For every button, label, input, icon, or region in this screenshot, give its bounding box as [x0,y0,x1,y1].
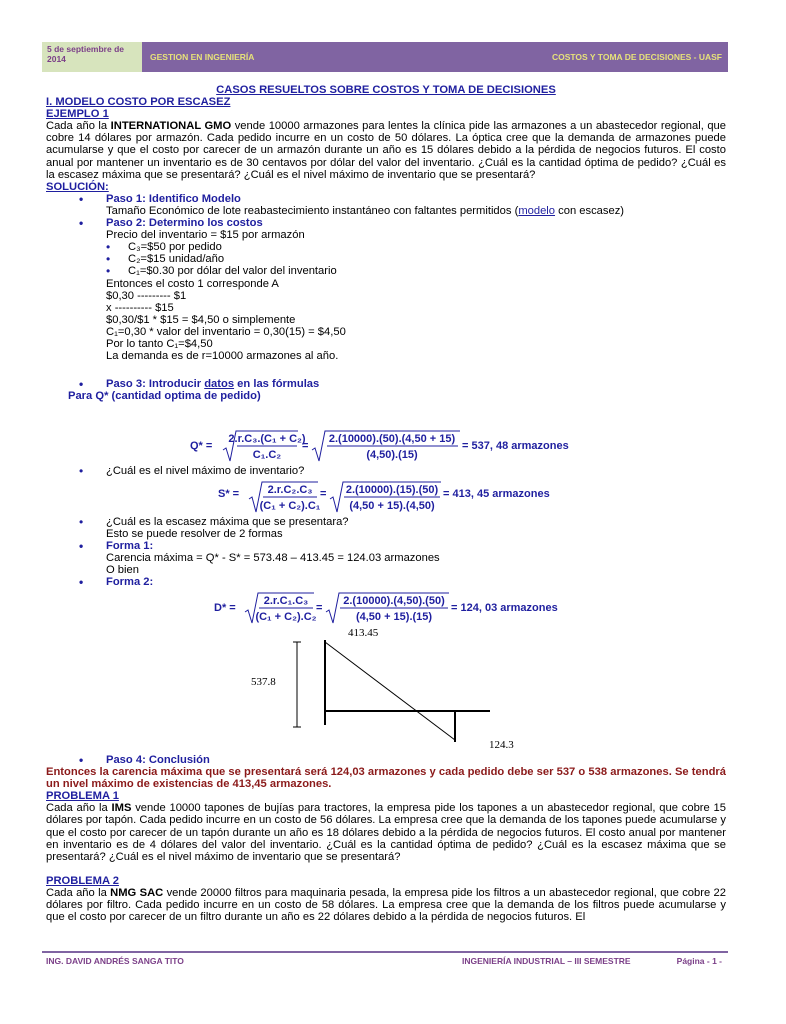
page-header [42,42,728,72]
label-413: 413.45 [348,627,379,639]
calc-line: $0,30/$1 * $15 = $4,50 o simplemente [106,313,296,326]
footer-page: Página - 1 - [676,956,722,966]
d-result: = 124, 03 armazones [451,602,558,614]
svg-text:=: = [316,602,323,614]
resolver-line: Esto se puede resolver de 2 formas [106,528,283,541]
section-heading: I. MODELO COSTO POR ESCASEZ [46,96,231,109]
paso1-text-b: con escasez) [555,204,625,217]
q-escasez: • ¿Cuál es la escasez máxima que se presentara? [46,516,726,528]
s-num2: 2.(10000).(15).(50) [345,484,439,496]
header-right: COSTOS Y TOMA DE DECISIONES - UASF [551,52,722,62]
label-537: 537.8 [251,676,276,688]
lower-block [46,754,726,923]
calc-line: x ---------- $15 [106,301,174,314]
label-124: 124.3 [489,739,514,751]
s-den2: (4,50 + 15).(4,50) [349,500,435,512]
inventory-diagram [245,622,514,751]
q-result: = 537, 48 armazones [462,440,569,452]
s-formula [218,479,618,515]
problema2-heading: PROBLEMA 2 [46,874,119,887]
solucion-heading: SOLUCIÓN: [46,180,109,193]
d-lhs: D* = [214,602,236,614]
header-left: GESTION EN INGENIERÍA [150,52,255,62]
forma1-line: Carencia máxima = Q* - S* = 573.48 – 413.45 = 124.03 armazones [106,552,440,565]
s-den1: (C₁ + C₂).C₁ [259,500,321,512]
calc-line: C₁=0,30 * valor del inventario = 0,30(15) = $4,50 [106,325,346,338]
q-den1: C₁.C₂ [252,449,282,461]
problema1-text-b: vende 10000 tapones de bujías para tractores, la empresa pide los tapones a un abastecedor regional, que cobre 15 dólares por tapón. Cada pedido incurre en un costo de 56 dólares. La empresa cree que la demanda de los tapones puede acumularse y que el costo por carecer de un tapón durante un año es 18 dólares debido a la pérdida de negocios futuros. El costo anual por mantener en inventario es de 4 dólares del valor del inventario. ¿Cuál es la cantidad óptima de pedido? ¿Cuál es la escasez máxima que se presentará? ¿Cuál es el nivel máximo de inventario que se presentará? [46,802,726,863]
modelo-link[interactable]: modelo [518,204,556,217]
s-num1: 2.r.C₂.C₃ [267,484,313,496]
calc-line: $0,30 --------- $1 [106,289,187,302]
paso4-heading: • Paso 4: Conclusión [46,754,726,766]
paso3-heading [46,378,726,390]
q-lhs: Q* = [190,440,213,452]
escasez-block [46,516,726,589]
q-den2: (4,50).(15) [366,449,418,461]
paso3-text-b: en las fórmulas [234,378,320,391]
paraq-heading: Para Q* (cantidad optima de pedido) [68,390,261,403]
footer-author: ING. DAVID ANDRÉS SANGA TITO [46,956,184,966]
document-title: CASOS RESUELTOS SOBRE COSTOS Y TOMA DE DECISIONES [216,84,556,96]
c2-line: • C₂=$15 unidad/año [46,253,726,265]
q-nivel: • ¿Cuál es el nivel máximo de inventario? [46,465,786,477]
c3-line: • C₃=$50 por pedido [46,241,726,253]
problema1-company: IMS [111,802,132,815]
problema2-paragraph [46,887,726,923]
q-formula [190,428,590,464]
forma1-heading: • Forma 1: [46,540,726,552]
d-den1: (C₁ + C₂).C₂ [255,611,317,623]
paso1-text-a: Tamaño Económico de lote reabastecimiento instantáneo con faltantes permitidos ( [106,204,519,217]
c1-line: • C₁=$0.30 por dólar del valor del inventario [46,265,726,277]
datos-link[interactable]: datos [204,378,235,391]
problema1-text-a: Cada año la [46,802,112,815]
document-body [46,84,726,402]
ejemplo-company: INTERNATIONAL GMO [110,120,232,133]
problema1-heading: PROBLEMA 1 [46,790,119,803]
paso2-heading: • Paso 2: Determino los costos [46,217,726,229]
s-lhs: S* = [218,488,240,500]
d-formula [214,590,614,626]
header-bar [142,42,728,72]
inventory-line [325,642,455,740]
paso1-heading: • Paso 1: Identifico Modelo [46,193,726,205]
q-num2: 2.(10000).(50).(4,50 + 15) [328,433,456,445]
precio-line: Precio del inventario = $15 por armazón [106,229,305,242]
d-num2: 2.(10000).(4,50).(50) [343,595,445,607]
paso3-text-a: Paso 3: Introducir [106,378,205,391]
conclusion: Entonces la carencia máxima que se presentará será 124,03 armazones y cada pedido debe ser 537 o 538 armazones. Se tendrá un nivel máximo de existencias de 413,45 armazones. [46,766,726,791]
ejemplo-heading: EJEMPLO 1 [46,108,109,121]
problema2-company: NMG SAC [110,886,164,899]
forma2-heading: • Forma 2: [46,576,726,588]
ejemplo-paragraph [46,120,726,180]
d-den2: (4,50 + 15).(15) [355,611,433,623]
ejemplo-text-a: Cada año la [46,120,111,133]
problema2-text-a: Cada año la [46,886,111,899]
footer-course: INGENIERÍA INDUSTRIAL – III SEMESTRE [462,956,631,966]
calc-line: Por lo tanto C₁=$4,50 [106,337,213,350]
obien-line: O bien [106,564,139,577]
problema2-text-b: vende 20000 filtros para maquinaria pesada, la empresa pide los filtros a un abastecedor regional, que cobre 22 dólares por filtro. Cada pedido incurre en un costo de 58 dólares. La empresa cree que la demanda de los filtros puede acumularse y que el costo por carecer de un filtro durante un año es 22 dólares debido a la pérdida de negocios futuros. El [46,886,726,924]
calc-line: La demanda es de r=10000 armazones al año. [106,350,339,363]
calc-line: Entonces el costo 1 corresponde A [106,277,279,290]
d-num1: 2.r.C₁.C₃ [263,595,309,607]
s-result: = 413, 45 armazones [443,488,550,500]
page-footer [42,951,728,966]
ejemplo-text-b: vende 10000 armazones para lentes la clínica pide las armazones a un abastecedor regional, que cobre 14 dólares por armazón. Cada pedido incurre en un costo de 50 dólares. La óptica cree que la demanda de armazones puede acumularse y que el costo por carecer de un armazón durante un año es 15 dólares debido a la pérdida de negocios futuros. El costo anual por mantener un inventario es de 30 centavos por dólar del valor del inventario. ¿Cuál es la cantidad óptima de pedido? ¿Cuál es la escasez máxima que se presentará? ¿Cuál es el nivel máximo de inventario que se presentará? [46,120,726,181]
header-date: 5 de septiembre de 2014 [42,42,142,72]
q-num1: 2.r.C₃.(C₁ + C₂) [228,433,306,445]
problema1-paragraph [46,802,726,862]
paso1-text [46,205,726,217]
svg-text:=: = [302,440,309,452]
svg-text:=: = [320,488,327,500]
